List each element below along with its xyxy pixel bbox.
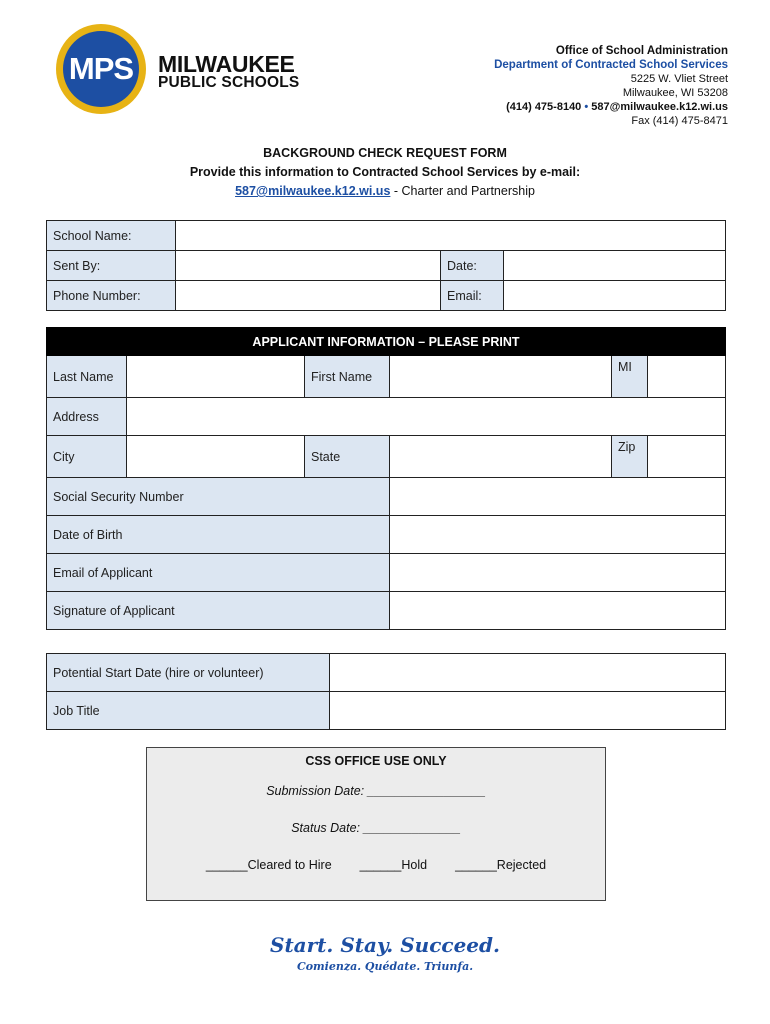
submission-date-line: Submission Date: _________________ [266, 784, 486, 798]
hold-option: ______Hold [359, 858, 428, 872]
email-line [0, 182, 770, 201]
slogan-spanish: Comienza. Quédate. Triunfa. [296, 960, 474, 973]
office-phone: (414) 475-8140 [506, 101, 582, 113]
email-label: Email: [441, 281, 504, 311]
logo-text: MPS [68, 51, 134, 86]
status-date-line: Status Date: ______________ [291, 821, 461, 835]
phone-number-label: Phone Number: [47, 281, 176, 311]
rejected-option: ______Rejected [455, 858, 547, 872]
office-email[interactable]: 587@milwaukee.k12.wi.us [591, 101, 728, 113]
mps-logo [56, 24, 146, 114]
zip-field[interactable] [648, 436, 726, 478]
city-state-zip: Milwaukee, WI 53208 [622, 87, 728, 99]
form-title-block [0, 144, 770, 201]
slogan-english: Start. Stay. Succeed. [270, 933, 500, 957]
office-fax: Fax (414) 475-8471 [631, 115, 728, 127]
address-label: Address [47, 398, 127, 436]
dob-field[interactable] [390, 516, 726, 554]
signature-label: Signature of Applicant [47, 592, 390, 630]
ssn-field[interactable] [390, 478, 726, 516]
job-title-label: Job Title [47, 692, 330, 730]
dob-label: Date of Birth [47, 516, 390, 554]
start-date-label: Potential Start Date (hire or volunteer) [47, 654, 330, 692]
cleared-to-hire-option: ______Cleared to Hire [205, 858, 332, 872]
mi-label: MI [612, 356, 648, 398]
school-name-field[interactable] [176, 221, 726, 251]
job-title-field[interactable] [330, 692, 726, 730]
office-use-header: CSS OFFICE USE ONLY [305, 754, 447, 768]
brand-name-line1: MILWAUKEE [158, 51, 295, 77]
signature-field[interactable] [390, 592, 726, 630]
first-name-label: First Name [305, 356, 390, 398]
ssn-label: Social Security Number [47, 478, 390, 516]
email-suffix: - Charter and Partnership [390, 184, 535, 198]
applicant-section-header: APPLICANT INFORMATION – PLEASE PRINT [47, 328, 726, 356]
mi-field[interactable] [648, 356, 726, 398]
department-name: Department of Contracted School Services [494, 59, 728, 71]
applicant-email-field[interactable] [390, 554, 726, 592]
date-label: Date: [441, 251, 504, 281]
start-date-field[interactable] [330, 654, 726, 692]
date-field[interactable] [504, 251, 726, 281]
last-name-label: Last Name [47, 356, 127, 398]
sent-by-label: Sent By: [47, 251, 176, 281]
submission-email-link[interactable]: 587@milwaukee.k12.wi.us [235, 184, 391, 198]
state-label: State [305, 436, 390, 478]
school-name-label: School Name: [47, 221, 176, 251]
form-instruction: Provide this information to Contracted School Services by e-mail: [189, 165, 581, 179]
contact-address-block [494, 44, 728, 128]
city-field[interactable] [127, 436, 305, 478]
status-options [147, 858, 605, 872]
city-label: City [47, 436, 127, 478]
job-info-table [46, 653, 726, 730]
first-name-field[interactable] [390, 356, 612, 398]
form-title: BACKGROUND CHECK REQUEST FORM [263, 146, 507, 160]
zip-label: Zip [612, 436, 648, 478]
address-field[interactable] [127, 398, 726, 436]
phone-email-line [494, 100, 728, 114]
email-field[interactable] [504, 281, 726, 311]
applicant-info-table [46, 327, 726, 630]
sent-by-field[interactable] [176, 251, 441, 281]
phone-number-field[interactable] [176, 281, 441, 311]
street-address: 5225 W. Vliet Street [630, 73, 728, 85]
logo-core [63, 31, 139, 107]
bullet-separator: • [584, 101, 589, 113]
brand-name-line2: PUBLIC SCHOOLS [158, 74, 300, 91]
school-info-table [46, 220, 726, 311]
office-name: Office of School Administration [555, 45, 728, 57]
office-use-box [146, 747, 606, 901]
state-field[interactable] [390, 436, 612, 478]
applicant-email-label: Email of Applicant [47, 554, 390, 592]
last-name-field[interactable] [127, 356, 305, 398]
